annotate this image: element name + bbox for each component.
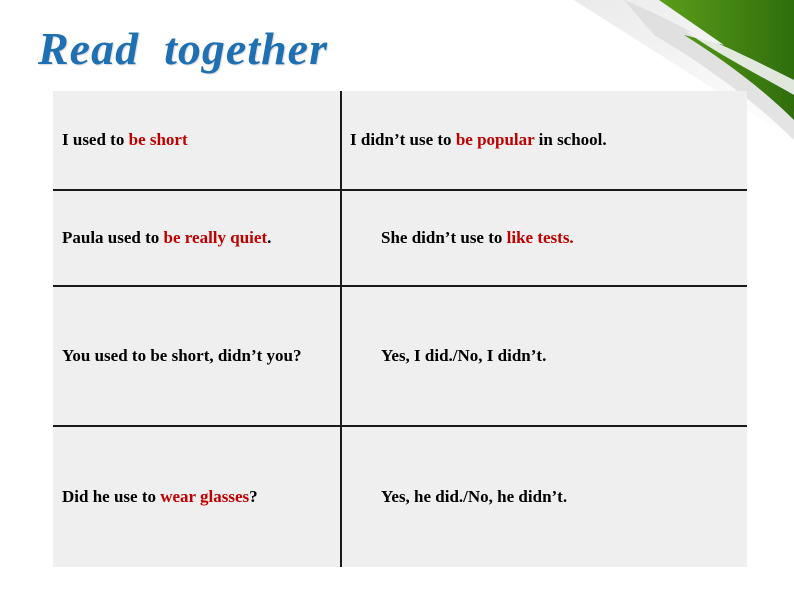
table-cell: I used to be short [62,130,188,149]
table-cell: I didn’t use to be popular in school. [350,130,607,149]
phrase-table [53,91,747,567]
table-row [53,91,747,191]
table-cell: She didn’t use to like tests. [381,228,574,247]
table-cell: Yes, I did./No, I didn’t. [381,346,547,365]
table-cell: Paula used to be really quiet. [62,228,272,247]
slide-title: Read together [38,23,328,74]
table-row [53,287,747,427]
table-cell: Did he use to wear glasses? [62,487,258,506]
table-row [53,427,747,567]
table-cell: Yes, he did./No, he didn’t. [381,487,568,506]
table-cell: You used to be short, didn’t you? [62,346,302,365]
table-row [53,191,747,287]
